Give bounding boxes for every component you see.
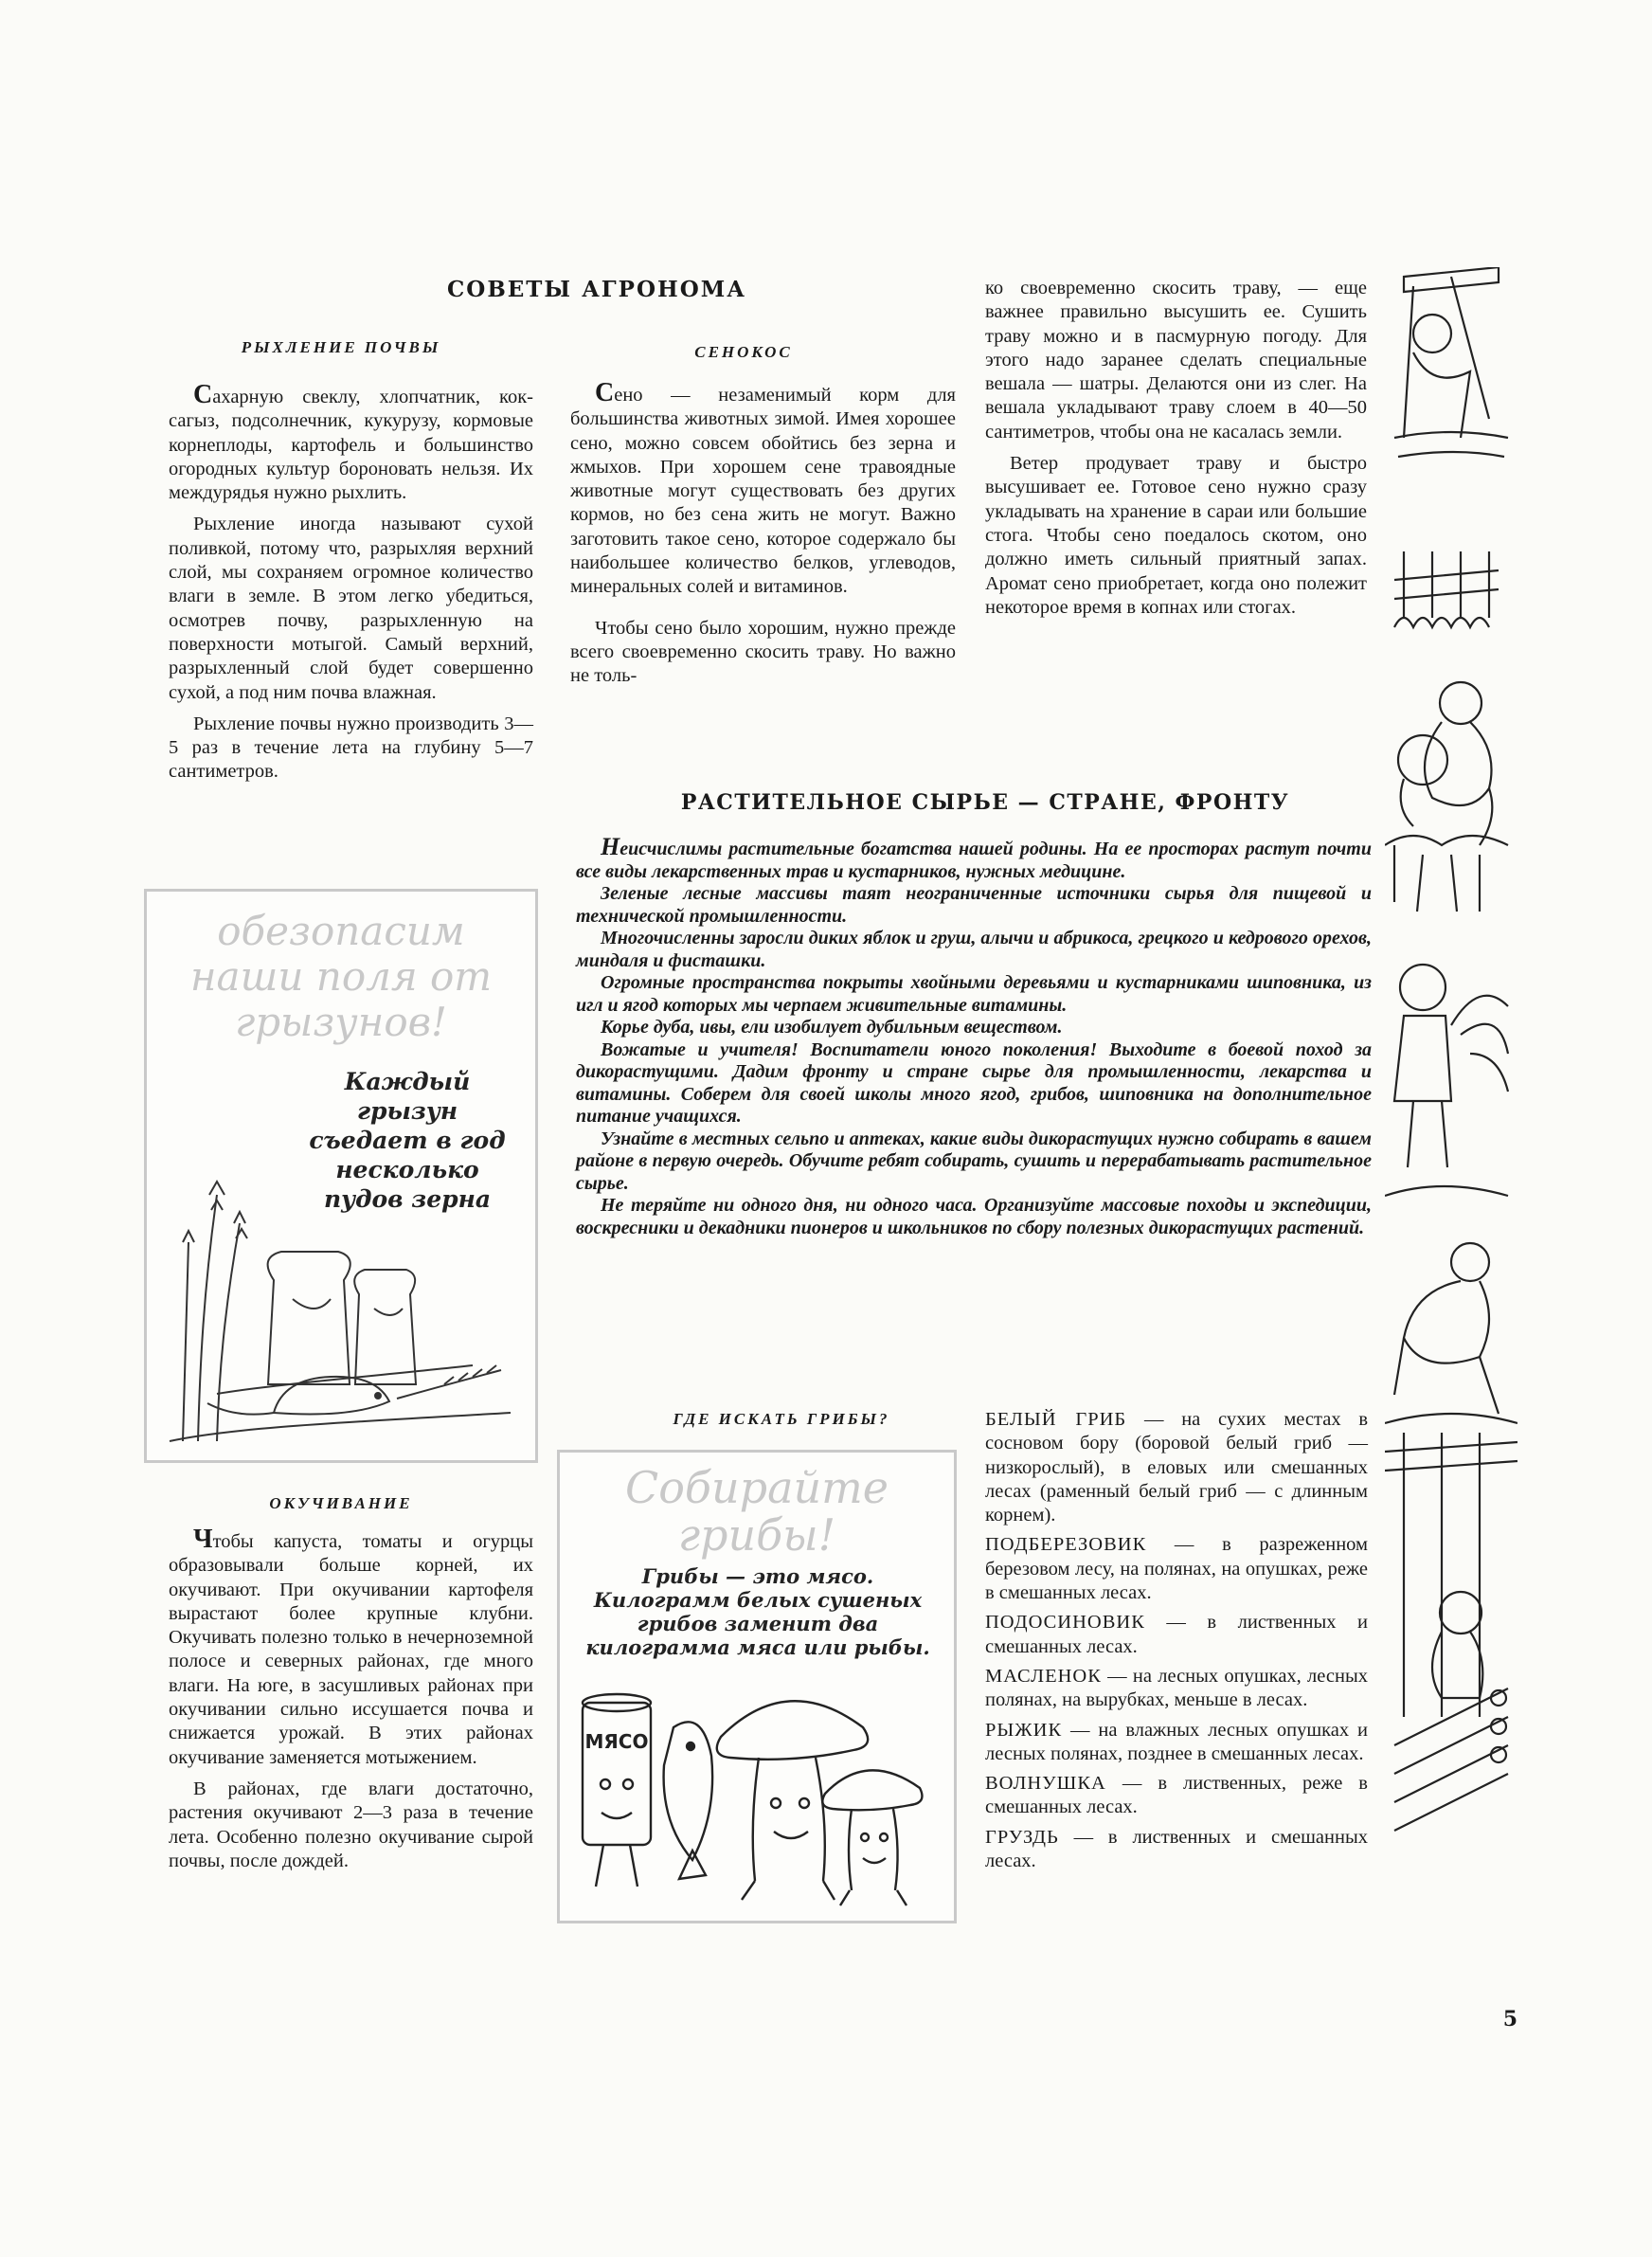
boy-with-sheaf-icon bbox=[1385, 965, 1508, 1196]
hilling-paragraph-2: В районах, где влаги достаточно, растения окучивают 2—3 раза в течение лета. Особенно полезно окучивание сырой почвы, после дождей. bbox=[169, 1778, 533, 1871]
hay-paragraph-2: Чтобы сено было хорошим, нужно прежде всего своевременно скосить траву. Но важно не толь- bbox=[570, 617, 956, 687]
hilling-paragraph-1 bbox=[169, 1527, 533, 1770]
mushroom-text: — в лиственных, реже в смешанных лесах. bbox=[985, 1773, 1368, 1818]
raw-paragraph-6: Вожатые и учителя! Воспитатели юного поколения! Выходите в боевой поход за дикорастущими. Дадим фронту и стране сырье для промышленности, лекарства и витамины. Соберем для своей школы много ягод, грибов, шиповника на дополнительное питание учащихся. bbox=[576, 1038, 1372, 1127]
mushrooms-subtitle: ГДЕ ИСКАТЬ ГРИБЫ? bbox=[673, 1410, 890, 1428]
hilling-subtitle: ОКУЧИВАНИЕ bbox=[269, 1494, 413, 1512]
boy-at-fence-icon bbox=[1385, 1433, 1517, 1831]
soil-subtitle: РЫХЛЕНИЕ ПОЧВЫ bbox=[241, 338, 441, 356]
grain-sack-icon bbox=[268, 1252, 350, 1384]
raw-paragraph-1-text: еисчислимы растительные богатства нашей родины. На ее просторах растут почти все виды лекарственных трав и кустарников, нужных медицине. bbox=[576, 839, 1372, 882]
mushroom-text: — в разреженном березовом лесу, на полянах, на опушках, реже в смешанных лесах. bbox=[985, 1534, 1368, 1604]
mushroom-term: ПОДОСИНОВИК bbox=[985, 1612, 1145, 1634]
mushroom-text: — на сухих местах в сосновом бору (боровой белый гриб — низкорослый), в еловых или смешанных лесах (раменный белый гриб — с длинным корнем). bbox=[985, 1409, 1369, 1526]
mushroom-term: БЕЛЫЙ ГРИБ bbox=[985, 1409, 1127, 1430]
soil-dropcap: С bbox=[193, 380, 213, 409]
girl-picking-icon bbox=[1385, 682, 1508, 912]
mushroom-term: ПОДБЕРЕЗОВИК bbox=[985, 1534, 1147, 1556]
mushroom-item bbox=[985, 1408, 1368, 1527]
raw-paragraph-5: Корье дуба, ивы, ели изобилует дубильным веществом. bbox=[601, 1017, 1063, 1038]
mushroom-term: ВОЛНУШКА bbox=[985, 1773, 1106, 1795]
mushroom-item bbox=[985, 1665, 1368, 1713]
mushroom-poster-headline: Собирайте грибы! bbox=[625, 1462, 889, 1561]
wheat-stalk-icon bbox=[183, 1242, 189, 1441]
mushroom-item bbox=[985, 1533, 1368, 1605]
raw-paragraph-4: Огромные пространства покрыты хвойными деревьями и кустарниками шиповника, из игл и ягод которых мы черпаем живительные витамины. bbox=[576, 972, 1372, 1016]
mushroom-text: — на влажных лесных опушках и лесных полянах, позднее в смешанных лесах. bbox=[985, 1719, 1368, 1764]
mushroom-poster bbox=[557, 1450, 957, 1923]
mushroom-item bbox=[985, 1826, 1368, 1874]
soil-paragraph-1 bbox=[169, 380, 533, 505]
mushroom-list bbox=[985, 1408, 1368, 1873]
mushroom-item bbox=[985, 1772, 1368, 1820]
raw-paragraph-8: Не теряйте ни одного дня, ни одного часа. Организуйте массовые походы и экспедиции, воскресники и декадники пионеров и школьников по сбору полезных дикорастущих растений. bbox=[576, 1195, 1372, 1238]
rodent-poster bbox=[144, 889, 538, 1463]
mushroom-poster-caption: Грибы — это мясо. Килограмм белых сушеных грибов заменит два килограмма мяса или рыбы. bbox=[585, 1564, 930, 1659]
mushroom-term: РЫЖИК bbox=[985, 1719, 1063, 1741]
mushroom-cap-icon bbox=[717, 1701, 868, 1759]
mushroom-item bbox=[985, 1719, 1368, 1767]
hilling-article bbox=[169, 1527, 533, 1873]
raw-title: РАСТИТЕЛЬНОЕ СЫРЬЕ — СТРАНЕ, ФРОНТУ bbox=[680, 790, 1290, 815]
hay-paragraph-3: ко своевременно скосить траву, — еще важнее правильно высушить ее. Сушить траву можно и в пасмурную погоду. Для этого надо заранее сделать специальные вешала — шатры. Делаются они из слег. На вешала укладывают траву слоем в 40—50 сантиметров, чтобы она не касалась земли. bbox=[985, 278, 1367, 442]
mushroom-text: — на лесных опушках, лесных полянах, на вырубках, меньше в лесах. bbox=[985, 1665, 1368, 1711]
soil-article bbox=[169, 380, 533, 785]
mushroom-text: — в лиственных и смешанных лесах. bbox=[985, 1826, 1368, 1872]
raw-paragraph-7: Узнайте в местных сельпо и аптеках, какие виды дикорастущих нужно собирать в вашем районе в первую очередь. Обучите ребят собирать, сушить и перерабатывать растительное сырье. bbox=[576, 1128, 1372, 1194]
raw-paragraph-1 bbox=[576, 833, 1372, 883]
margin-illustration-strip bbox=[1385, 267, 1517, 1973]
mushroom-text: — в лиственных и смешанных лесах. bbox=[985, 1612, 1368, 1657]
page-title: СОВЕТЫ АГРОНОМА bbox=[447, 277, 746, 302]
soil-paragraph-2: Рыхление иногда называют сухой поливкой, потому что, разрыхляя верхний слой, мы сохраняем огромное количество влаги в земле. В этом легко убедиться, осмотрев почву, разрыхленную на поверхности мотыгой. Самый верхний, разрыхленный слой будет совершенно сухой, а под ним почва влажная. bbox=[169, 514, 533, 703]
grain-sack-icon bbox=[354, 1270, 416, 1384]
rodent-poster-headline: обезопасим наши поля от грызунов! bbox=[189, 908, 493, 1045]
fence-icon bbox=[1394, 551, 1499, 627]
meat-can-icon bbox=[583, 1703, 651, 1845]
raw-paragraph-3: Многочисленны заросли диких яблок и груш, алычи и абрикоса, грецкого и кедрового орехов, миндаля и фисташки. bbox=[576, 928, 1372, 971]
hilling-paragraph-1-text: тобы капуста, томаты и огурцы образовывали больше корней, их окучивают. При окучивании картофеля вырастают более крупные клубни. Окучивать полезно только в нечерноземной полосе и северных районах, где много влаги. На юге, в засушливых районах при окучивании сильно иссушается почва и снижается урожай. В этих районах окучивание заменяется мотыжением. bbox=[169, 1531, 533, 1768]
hay-paragraph-4: Ветер продувает траву и быстро высушивает ее. Готовое сено нужно сразу укладывать на хранение в сараи или большие стога. Чтобы сено поедалось скотом, оно должно иметь сильный приятный запах. Аромат сено приобретает, когда оно полежит некоторое время в копнах или стогах. bbox=[985, 453, 1367, 618]
hay-paragraph-1 bbox=[570, 378, 956, 600]
mushroom-item bbox=[985, 1611, 1368, 1659]
hay-dropcap: С bbox=[595, 378, 615, 407]
rodent-poster-caption: Каждый грызун съедает в год несколько пудов зерна bbox=[309, 1068, 506, 1213]
girl-crouching-icon bbox=[1385, 1243, 1517, 1423]
hay-paragraph-1-text: ено — незаменимый корм для большинства животных зимой. Имея хорошее сено, можно совсем обойтись без зерна и жмыхов. При хорошем сене травоядные животные могут существовать без других кормов, но без сена жить не могут. Важно заготовить такое сено, которое содержало бы наибольшее количество белков, углеводов, минеральных солей и витаминов. bbox=[570, 385, 956, 598]
meat-can-label: МЯСО bbox=[584, 1730, 649, 1753]
raw-article bbox=[576, 833, 1372, 1239]
soil-paragraph-3: Рыхление почвы нужно производить 3—5 раз в течение лета на глубину 5—7 сантиметров. bbox=[169, 713, 533, 783]
hay-article-part-2 bbox=[985, 277, 1367, 620]
hay-rack-icon bbox=[1394, 267, 1508, 457]
hay-subtitle: СЕНОКОС bbox=[694, 343, 793, 361]
soil-paragraph-1-text: ахарную свеклу, хлопчатник, кок-сагыз, подсолнечник, кукурузу, кормовые корнеплоды, картофель и большинство огородных культур бороновать нельзя. Их междурядья нужно рыхлить. bbox=[169, 387, 533, 504]
mushroom-illustration bbox=[569, 1670, 944, 1912]
mushroom-term: МАСЛЕНОК bbox=[985, 1665, 1102, 1687]
mushroom-cap-icon bbox=[822, 1770, 922, 1810]
raw-dropcap: Н bbox=[601, 833, 620, 860]
rodent-illustration bbox=[160, 1157, 520, 1451]
raw-paragraph-2: Зеленые лесные массивы таят неограниченные источники сырья для пищевой и технической промышленности. bbox=[576, 883, 1372, 927]
rodent-icon bbox=[274, 1377, 389, 1415]
hilling-dropcap: Ч bbox=[193, 1525, 213, 1554]
page-number: 5 bbox=[1502, 2007, 1517, 2031]
hay-article-part-1 bbox=[570, 378, 956, 689]
mushroom-term: ГРУЗДЬ bbox=[985, 1826, 1059, 1848]
